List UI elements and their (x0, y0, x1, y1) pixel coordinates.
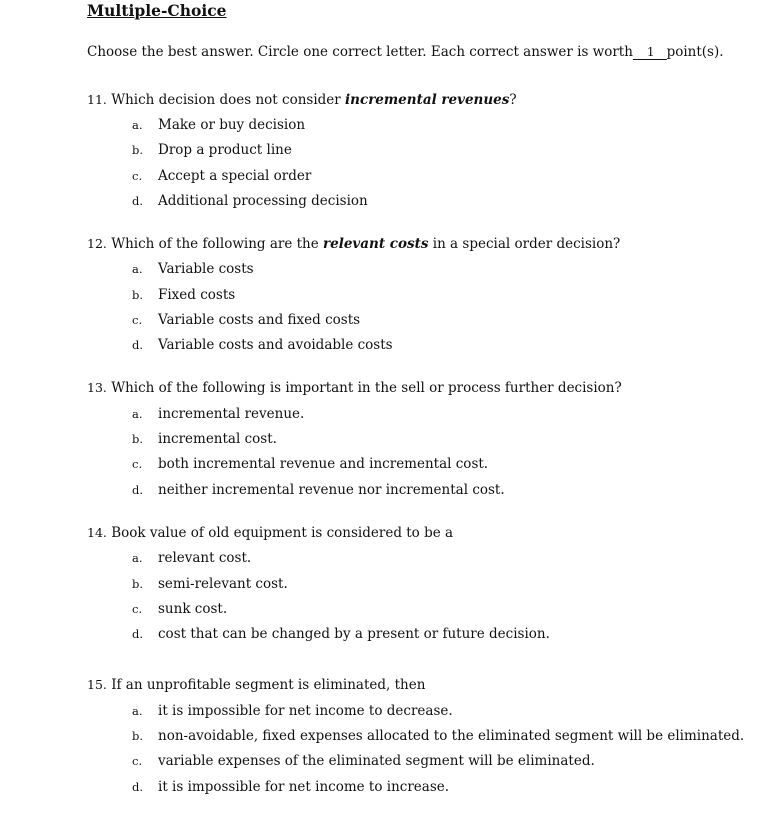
question-text: Which of the following is important in the sell or process further decision? (111, 380, 622, 396)
option-14-d[interactable] (132, 626, 550, 642)
question-14 (87, 525, 453, 541)
option-15-c[interactable] (132, 753, 595, 769)
option-text: incremental revenue. (158, 406, 305, 422)
question-15 (87, 677, 425, 693)
option-text: Accept a special order (158, 168, 312, 184)
option-letter: c. (132, 602, 143, 616)
question-12 (87, 236, 620, 252)
option-14-b[interactable] (132, 576, 288, 592)
question-number: 15. (87, 677, 107, 692)
option-letter: d. (132, 627, 144, 641)
option-11-c[interactable] (132, 168, 311, 184)
option-letter: a. (132, 118, 143, 132)
option-text: Variable costs and avoidable costs (158, 337, 393, 353)
option-text: incremental cost. (158, 431, 277, 447)
option-letter: a. (132, 551, 143, 565)
option-letter: b. (132, 432, 144, 446)
option-text: variable expenses of the eliminated segment will be eliminated. (158, 753, 595, 769)
section-heading: Multiple-Choice (87, 1, 227, 20)
question-suffix: ? (509, 92, 517, 108)
option-13-d[interactable] (132, 482, 505, 498)
option-text: sunk cost. (158, 601, 228, 617)
question-number: 13. (87, 380, 107, 395)
option-letter: c. (132, 313, 143, 327)
option-letter: a. (132, 407, 143, 421)
option-15-d[interactable] (132, 779, 449, 795)
question-text: Which decision does not consider (111, 92, 341, 108)
question-text: Book value of old equipment is considered to be a (111, 525, 454, 541)
option-letter: a. (132, 262, 143, 276)
option-text: it is impossible for net income to increase. (158, 779, 450, 795)
option-11-b[interactable] (132, 142, 292, 158)
option-12-d[interactable] (132, 337, 393, 353)
option-12-c[interactable] (132, 312, 360, 328)
option-text: Fixed costs (158, 287, 236, 303)
question-number: 14. (87, 525, 107, 540)
option-11-a[interactable] (132, 117, 305, 133)
option-11-d[interactable] (132, 193, 368, 209)
option-letter: b. (132, 577, 144, 591)
option-letter: b. (132, 288, 144, 302)
option-14-a[interactable] (132, 550, 251, 566)
option-letter: d. (132, 338, 144, 352)
option-13-a[interactable] (132, 406, 304, 422)
option-letter: b. (132, 143, 144, 157)
instructions (87, 44, 724, 60)
question-number: 12. (87, 236, 107, 251)
option-text: non-avoidable, fixed expenses allocated to the eliminated segment will be eliminated. (158, 728, 745, 744)
option-letter: a. (132, 704, 143, 718)
question-text: Which of the following are the (111, 236, 319, 252)
option-15-b[interactable] (132, 728, 744, 744)
option-text: cost that can be changed by a present or future decision. (158, 626, 550, 642)
option-15-a[interactable] (132, 703, 453, 719)
option-13-b[interactable] (132, 431, 277, 447)
option-text: relevant cost. (158, 550, 252, 566)
option-letter: c. (132, 169, 143, 183)
option-text: Additional processing decision (158, 193, 368, 209)
question-13 (87, 380, 622, 396)
option-13-c[interactable] (132, 456, 488, 472)
option-text: it is impossible for net income to decrease. (158, 703, 453, 719)
option-14-c[interactable] (132, 601, 227, 617)
option-letter: d. (132, 483, 144, 497)
instructions-text: Choose the best answer. Circle one correct letter. Each correct answer is worth (87, 44, 633, 60)
question-suffix: in a special order decision? (432, 236, 621, 252)
question-emphasis: incremental revenues (345, 92, 510, 108)
option-text: Variable costs and fixed costs (158, 312, 361, 328)
option-letter: b. (132, 729, 144, 743)
option-text: semi-relevant cost. (158, 576, 288, 592)
points-blank: 1 (633, 45, 667, 60)
question-emphasis: relevant costs (323, 236, 429, 252)
option-text: Variable costs (158, 261, 254, 277)
option-letter: c. (132, 754, 143, 768)
option-letter: d. (132, 194, 144, 208)
option-text: Make or buy decision (158, 117, 306, 133)
option-12-a[interactable] (132, 261, 254, 277)
option-letter: d. (132, 780, 144, 794)
option-text: Drop a product line (158, 142, 292, 158)
question-text: If an unprofitable segment is eliminated, then (111, 677, 426, 693)
option-text: both incremental revenue and incremental cost. (158, 456, 489, 472)
instructions-suffix: point(s). (666, 44, 724, 60)
question-number: 11. (87, 92, 107, 107)
option-letter: c. (132, 457, 143, 471)
option-12-b[interactable] (132, 287, 235, 303)
option-text: neither incremental revenue nor incremental cost. (158, 482, 505, 498)
question-11 (87, 92, 517, 108)
